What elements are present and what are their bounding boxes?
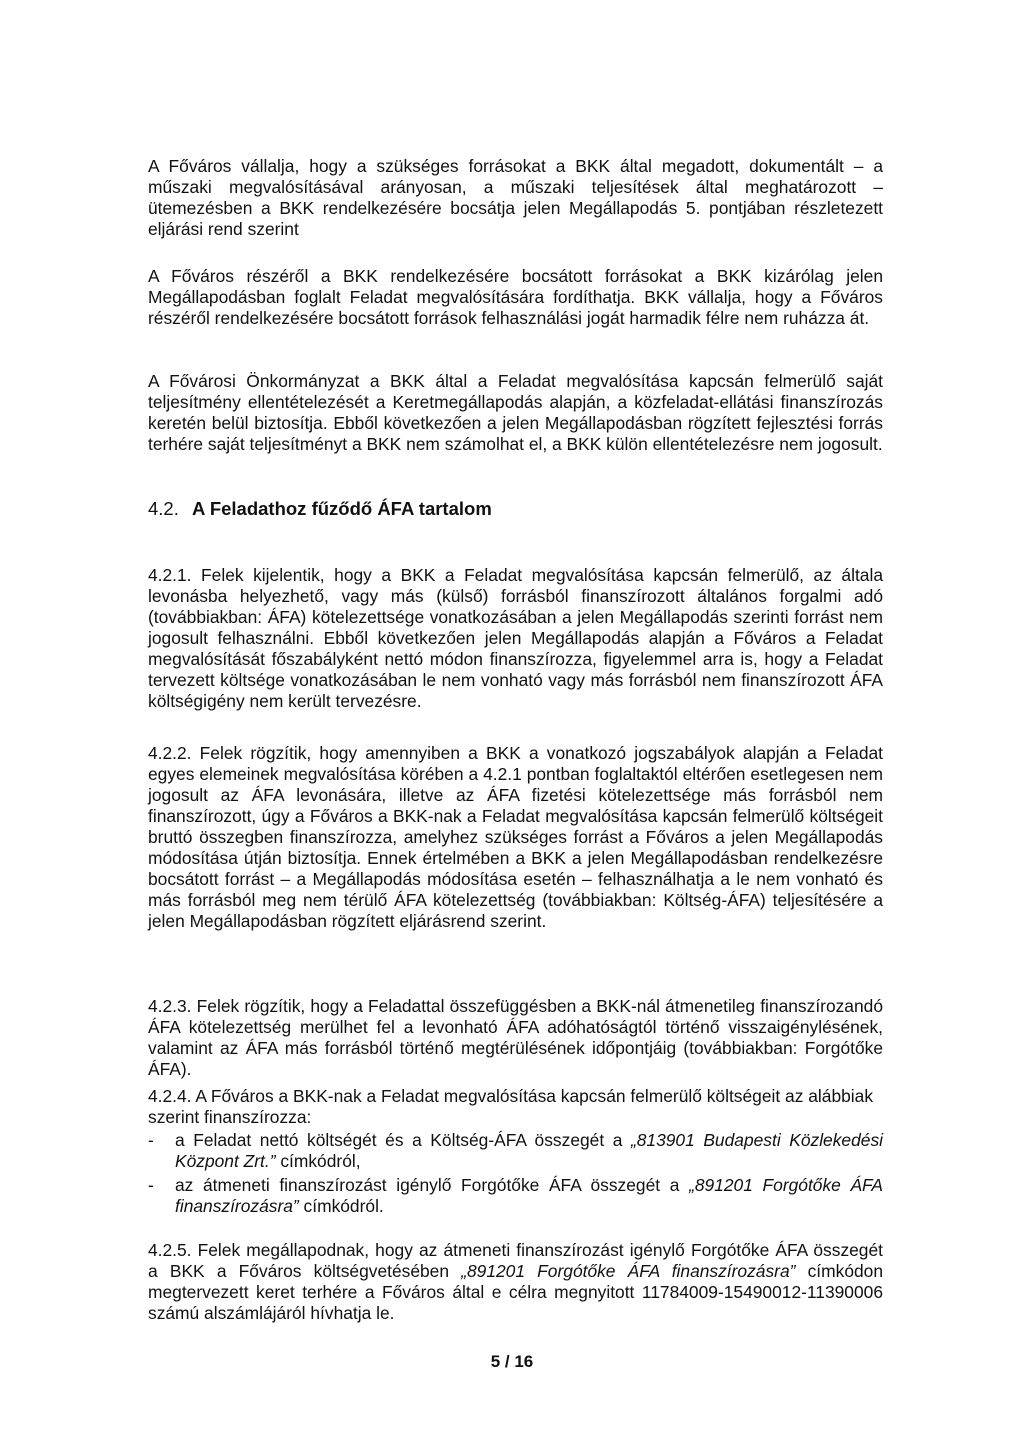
list-item-suffix: címkódról. — [298, 1196, 384, 1216]
list-item — [148, 1130, 883, 1172]
budget-code: „891201 Forgótőke ÁFA finanszírozásra” — [175, 1175, 883, 1216]
clause-4-2-4: 4.2.4. A Főváros a BKK-nak a Feladat megvalósítása kapcsán felmerülő költségeit az alábbiak szerint finanszírozza: — [148, 1086, 874, 1127]
paragraph-funding-commitment: A Főváros vállalja, hogy a szükséges forrásokat a BKK által megadott, dokumentált – a műszaki megvalósításával arányosan, a műszaki teljesítések által meghatározott – ütemezésben a BKK rendelkezésére bocsátja jelen Megállapodás 5. pontjában részletezett eljárási rend szerint — [148, 156, 883, 239]
list-item-text: az átmeneti finanszírozást igénylő Forgótőke ÁFA összegét a — [175, 1175, 690, 1195]
clause-4-2-5-suffix: címkódon megtervezett keret terhére a Főváros által e célra megnyitott 11784009-15490012-11390006 számú alszámlájáról hívhatja le. — [148, 1261, 884, 1323]
list-dash: - — [148, 1130, 154, 1150]
budget-code: „891201 Forgótőke ÁFA finanszírozásra” — [461, 1261, 796, 1281]
budget-code: „813901 Budapesti Közlekedési Központ Zrt.” — [175, 1130, 884, 1171]
funding-code-list — [148, 1130, 883, 1220]
list-item — [148, 1175, 883, 1217]
clause-4-2-5 — [148, 1240, 883, 1324]
clause-4-2-1: 4.2.1. Felek kijelentik, hogy a BKK a Feladat megvalósítása kapcsán felmerülő, az általa levonásba helyezhető, vagy más (külső) forrásból finanszírozott általános forgalmi adó (továbbiakban: ÁFA) kötelezettsége vonatkozásában a jelen Megállapodás szerinti forrást nem jogosult felhasználni. Ebből következően jelen Megállapodás alapján a Főváros a Feladat megvalósítását főszabályként nettó módon finanszírozza, figyelemmel arra is, hogy a Feladat tervezett költsége vonatkozásában le nem vonható vagy más forrásból nem finanszírozott ÁFA költségigény nem került tervezésre. — [148, 565, 883, 711]
clause-4-2-3: 4.2.3. Felek rögzítik, hogy a Feladattal összefüggésben a BKK-nál átmenetileg finanszírozandó ÁFA kötelezettség merülhet fel a levonható ÁFA adóhatóságtól történő visszaigénylésének, valamint az ÁFA más forrásból történő megtérülésének időpontjáig (továbbiakban: Forgótőke ÁFA). — [148, 996, 883, 1079]
paragraph-own-performance: A Fővárosi Önkormányzat a BKK által a Feladat megvalósítása kapcsán felmerülő saját teljesítmény ellentételezését a Keretmegállapodás alapján, a közfeladat-ellátási finanszírozás keretén belül biztosítja. Ebből következően a jelen Megállapodásban rögzített fejlesztési forrás terhére saját teljesítményt a BKK nem számolhat el, a BKK külön ellentételezésre nem jogosult. — [148, 371, 883, 454]
clause-4-2-2: 4.2.2. Felek rögzítik, hogy amennyiben a BKK a vonatkozó jogszabályok alapján a Feladat egyes elemeinek megvalósítása körében a 4.2.1 pontban foglaltaktól eltérően esetlegesen nem jogosult az ÁFA levonására, illetve az ÁFA fizetési kötelezettsége más forrásból nem finanszírozott, úgy a Főváros a BKK-nak a Feladat megvalósítása kapcsán felmerülő költségeit bruttó összegben finanszírozza, amelyhez szükséges forrást a Főváros a jelen Megállapodás módosítása útján biztosítja. Ennek értelmében a BKK a jelen Megállapodásban rendelkezésre bocsátott forrást – a Megállapodás módosítása esetén – felhasználhatja a le nem vonható és más forrásból meg nem térülő ÁFA kötelezettség (továbbiakban: Költség-ÁFA) teljesítésére a jelen Megállapodásban rögzített eljárásrend szerint. — [148, 743, 883, 931]
page-number: 5 / 16 — [490, 1352, 534, 1371]
section-number: 4.2. — [148, 498, 179, 519]
section-heading — [148, 498, 492, 520]
clause-4-2-5-text: 4.2.5. Felek megállapodnak, hogy az átmeneti finanszírozást igénylő Forgótőke ÁFA összegét a BKK a Főváros költségvetésében — [148, 1240, 883, 1281]
paragraph-funding-usage: A Főváros részéről a BKK rendelkezésére bocsátott forrásokat a BKK kizárólag jelen Megállapodásban foglalt Feladat megvalósítására fordíthatja. BKK vállalja, hogy a Főváros részéről rendelkezésére bocsátott források felhasználási jogát harmadik félre nem ruházza át. — [148, 266, 883, 328]
list-item-suffix: címkódról, — [275, 1151, 361, 1171]
list-dash: - — [148, 1175, 154, 1195]
section-title: A Feladathoz fűződő ÁFA tartalom — [192, 498, 492, 519]
list-item-text: a Feladat nettó költségét és a Költség-ÁFA összegét a — [175, 1130, 631, 1150]
